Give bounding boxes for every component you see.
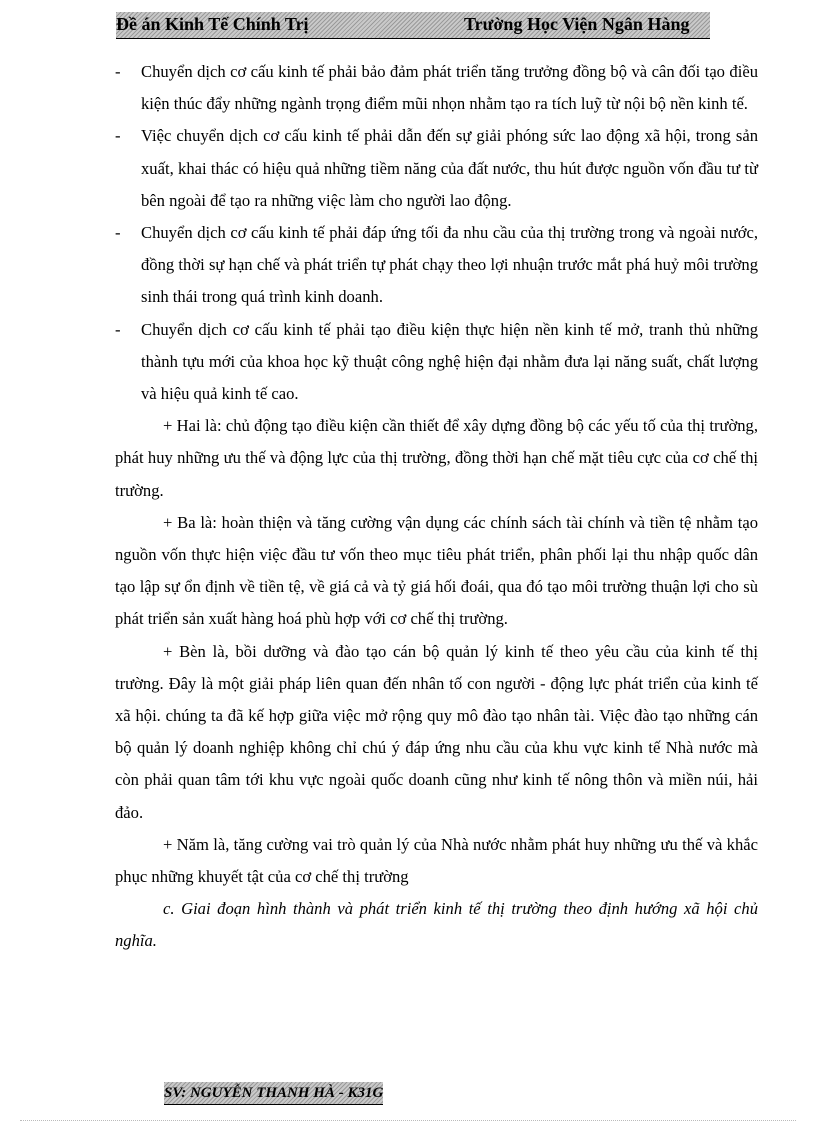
page-footer-student: SV: NGUYỄN THANH HÀ - K31G [164, 1082, 383, 1105]
bullet-marker: - [115, 126, 121, 146]
header-course-title: Đề án Kinh Tế Chính Trị [116, 14, 309, 34]
paragraph-nam-la: + Năm là, tăng cường vai trò quản lý của Nhà nước nhằm phát huy những ưu thế và khắc phục những khuyết tật của cơ chế thị trường [115, 834, 758, 887]
bullet-text: Việc chuyển dịch cơ cấu kinh tế phải dẫn đến sự giải phóng sức lao động xã hội, trong sản xuất, khai thác có hiệu quả những tiềm năng của đất nước, thu hút được nguồn vốn đầu tư từ bên ngoài để tạo ra những việc làm cho người lao động. [141, 126, 758, 210]
paragraph-hai-la: + Hai là: chủ động tạo điều kiện cần thiết để xây dựng đồng bộ các yếu tố của thị trường, phát huy những ưu thế và động lực của thị trường, đồng thời hạn chế mặt tiêu cực của cơ chế thị trường. [115, 416, 758, 500]
paragraph-bon-la: + Bèn là, bồi dưỡng và đào tạo cán bộ quản lý kinh tế theo yêu cầu của kinh tế thị trường. Đây là một giải pháp liên quan đến nhân tố con người - động lực phát triển của kinh tế xã hội. chúng ta đã kế hợp giữa việc mở rộng quy mô đào tạo nhân tài. Việc đào tạo những cán bộ quản lý doanh nghiệp không chỉ chú ý đáp ứng nhu cầu của khu vực kinh tế Nhà nước mà còn phải quan tâm tới khu vực ngoài quốc doanh cũng như kinh tế nông thôn và miền núi, hải đảo. [115, 641, 758, 822]
document-body [115, 56, 758, 958]
bullet-marker: - [115, 223, 121, 243]
bullet-marker: - [115, 319, 121, 339]
bullet-item [115, 120, 758, 217]
page-bottom-divider [20, 1120, 796, 1121]
bullet-item [115, 56, 758, 120]
bullet-item [115, 217, 758, 314]
section-heading-italic: c. Giai đoạn hình thành và phát triển kinh tế thị trường theo định hướng xã hội chủ nghĩa. [115, 899, 758, 951]
header-school-name: Trường Học Viện Ngân Hàng [464, 14, 690, 34]
bullet-item [115, 314, 758, 411]
bullet-text: Chuyển dịch cơ cấu kinh tế phải bảo đảm phát triển tăng trưởng đồng bộ và cân đối tạo điều kiện thúc đẩy những ngành trọng điểm mũi nhọn nhằm tạo ra tích luỹ từ nội bộ nền kinh tế. [141, 62, 758, 114]
bullet-text: Chuyển dịch cơ cấu kinh tế phải tạo điều kiện thực hiện nền kinh tế mở, tranh thủ những thành tựu mới của khoa học kỹ thuật công nghệ hiện đại nhằm đưa lại năng suất, chất lượng và hiệu quả kinh tế cao. [141, 319, 758, 404]
bullet-marker: - [115, 62, 121, 81]
bullet-text: Chuyển dịch cơ cấu kinh tế phải đáp ứng tối đa nhu cầu của thị trường trong và ngoài nước, đồng thời sự hạn chế và phát triển tự phát chạy theo lợi nhuận trước mắt phá huỷ môi trường sinh thái trong quá trình kinh doanh. [141, 223, 758, 307]
paragraph-ba-la: + Ba là: hoàn thiện và tăng cường vận dụng các chính sách tài chính và tiền tệ nhằm tạo nguồn vốn thực hiện việc đầu tư vốn theo mục tiêu phát triển, phân phối lại thu nhập quốc dân tạo lập sự ổn định về tiền tệ, về giá cả và tỷ giá hối đoái, qua đó tạo môi trường thuận lợi cho sù phát triển sản xuất hàng hoá phù hợp với cơ chế thị trường. [115, 512, 758, 629]
page-header [116, 12, 710, 39]
